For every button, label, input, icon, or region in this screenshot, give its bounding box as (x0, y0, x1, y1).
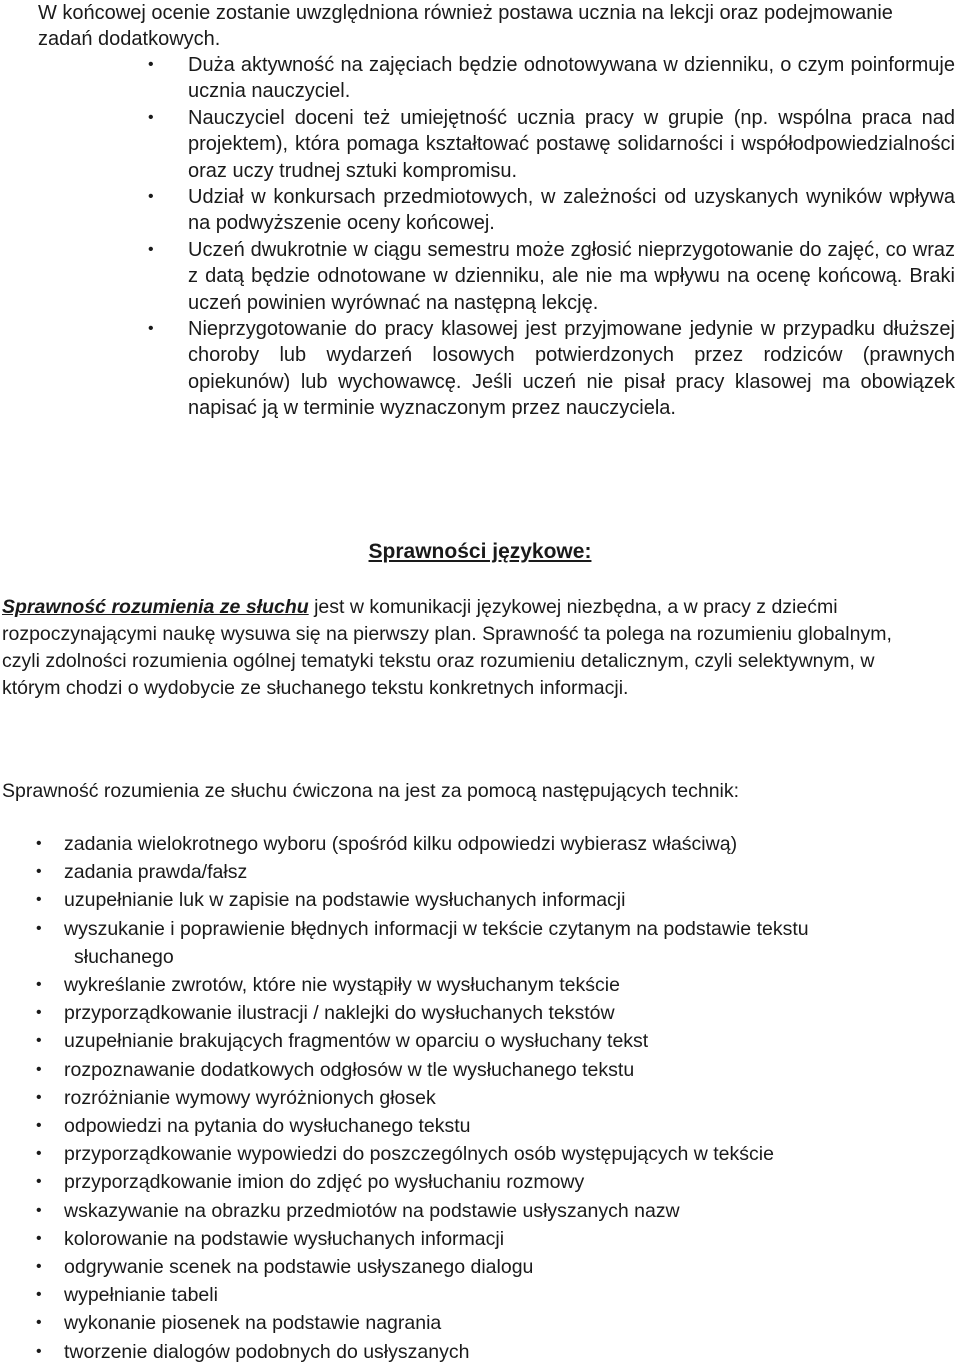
rule-text: Nauczyciel doceni też umiejętność ucznia pracy w grupie (np. wspólna praca nad projektem), która pomaga kształtować postawę solidarności i współodpowiedzialności oraz uczy trudnej sztuki kompromisu. (188, 106, 955, 182)
bullet-icon: • (36, 863, 42, 881)
rule-item (0, 105, 955, 184)
technique-text: rozpoznawanie dodatkowych odgłosów w tle wysłuchanego tekstu (64, 1058, 635, 1081)
technique-text: uzupełnianie brakujących fragmentów w oparciu o wysłuchany tekst (64, 1030, 649, 1053)
bullet-icon: • (36, 976, 42, 994)
technique-item (0, 830, 960, 858)
techniques-list (0, 830, 960, 1366)
rule-text: Uczeń dwukrotnie w ciągu semestru może zgłosić nieprzygotowanie do zajęć, co wraz z datą będzie odnotowane w dzienniku, ale nie ma wpływu na ocenę końcową. Braki uczeń powinien wyrównać na następną lekcję. (188, 238, 955, 314)
technique-text: wyszukanie i poprawienie błędnych informacji w tekście czytanym na podstawie tekstu (64, 917, 809, 940)
technique-text: przyporządkowanie wypowiedzi do poszczególnych osób występujących w tekście (64, 1143, 774, 1166)
bullet-icon: • (36, 1173, 42, 1191)
technique-text: odgrywanie scenek na podstawie usłyszanego dialogu (64, 1256, 534, 1279)
technique-item (0, 1084, 960, 1112)
technique-item (0, 1112, 960, 1140)
technique-item (0, 915, 960, 971)
bullet-icon: • (148, 240, 154, 258)
technique-text-continuation: słuchanego (74, 945, 174, 968)
bullet-icon: • (36, 1286, 42, 1304)
technique-text: przyporządkowanie ilustracji / naklejki do wysłuchanych tekstów (64, 1002, 615, 1025)
technique-item (0, 1027, 960, 1055)
technique-item (0, 971, 960, 999)
technique-item (0, 1253, 960, 1281)
rules-list (0, 52, 955, 422)
bullet-icon: • (36, 1258, 42, 1276)
bullet-icon: • (36, 1201, 42, 1219)
intro-paragraph: W końcowej ocenie zostanie uwzględniona również postawa ucznia na lekcji oraz podejmowanie zadań dodatkowych. (38, 2, 893, 50)
technique-text: wykreślanie zwrotów, które nie wystąpiły w wysłuchanym tekście (64, 974, 620, 997)
technique-item (0, 858, 960, 886)
technique-item (0, 999, 960, 1027)
bullet-icon: • (148, 188, 154, 206)
technique-item (0, 1338, 960, 1366)
bullet-icon: • (36, 1004, 42, 1022)
bullet-icon: • (36, 1145, 42, 1163)
bullet-icon: • (36, 891, 42, 909)
rule-item (0, 52, 955, 105)
bullet-icon: • (36, 1117, 42, 1135)
technique-text: rozróżnianie wymowy wyróżnionych głosek (64, 1086, 436, 1109)
technique-text: wykonanie piosenek na podstawie nagrania (64, 1312, 442, 1335)
paragraph-lead-term: Sprawność rozumienia ze słuchu (2, 596, 309, 618)
rule-text: Duża aktywność na zajęciach będzie odnotowywana w dzienniku, o czym poinformuje ucznia nauczyciel. (188, 54, 955, 103)
listening-skill-paragraph (2, 594, 902, 702)
paragraph-body: jest w komunikacji językowej niezbędna, a w pracy z dziećmi rozpoczynającymi naukę wysuwa się na pierwszy plan. Sprawność ta polega na rozumieniu globalnym, czyli zdolności rozumienia ogólnej tematyki tekstu oraz rozumieniu detalicznym, czyli selektywnym, w którym chodzi o wydobycie ze słuchanego tekstu konkretnych informacji. (2, 596, 892, 699)
technique-text: uzupełnianie luk w zapisie na podstawie wysłuchanych informacji (64, 889, 626, 912)
rule-item (0, 316, 955, 422)
technique-text: wypełnianie tabeli (64, 1284, 218, 1307)
section-heading: Sprawności językowe: (368, 540, 592, 563)
technique-text: zadania wielokrotnego wyboru (spośród kilku odpowiedzi wybierasz właściwą) (64, 833, 738, 855)
rule-item (0, 237, 955, 316)
technique-text: tworzenie dialogów podobnych do usłyszanych (64, 1340, 470, 1363)
bullet-icon: • (148, 320, 154, 338)
technique-text: kolorowanie na podstawie wysłuchanych informacji (64, 1227, 505, 1250)
bullet-icon: • (148, 108, 154, 126)
bullet-icon: • (36, 1088, 42, 1106)
bullet-icon: • (148, 56, 154, 73)
bullet-icon: • (36, 1229, 42, 1247)
rule-item (0, 184, 955, 237)
technique-text: zadania prawda/fałsz (64, 861, 248, 884)
rule-text: Udział w konkursach przedmiotowych, w zależności od uzyskanych wyników wpływa na podwyższenie oceny końcowej. (188, 186, 955, 235)
technique-text: odpowiedzi na pytania do wysłuchanego tekstu (64, 1115, 471, 1138)
technique-item (0, 1168, 960, 1196)
technique-item (0, 1197, 960, 1225)
bullet-icon: • (36, 1032, 42, 1050)
technique-text: przyporządkowanie imion do zdjęć po wysłuchaniu rozmowy (64, 1171, 585, 1194)
technique-item (0, 1140, 960, 1168)
bullet-icon: • (36, 835, 42, 852)
technique-text: wskazywanie na obrazku przedmiotów na podstawie usłyszanych nazw (64, 1199, 680, 1222)
techniques-intro: Sprawność rozumienia ze słuchu ćwiczona na jest za pomocą następujących technik: (2, 780, 740, 802)
bullet-icon: • (36, 1060, 42, 1078)
technique-item (0, 1309, 960, 1337)
rule-text: Nieprzygotowanie do pracy klasowej jest przyjmowane jedynie w przypadku dłuższej choroby lub wydarzeń losowych potwierdzonych przez rodziców (prawnych opiekunów) lub wychowawcę. Jeśli uczeń nie pisał pracy klasowej ma obowiązek napisać ją w terminie wyznaczonym przez nauczyciela. (188, 318, 955, 420)
bullet-icon: • (36, 1342, 42, 1360)
bullet-icon: • (36, 1314, 42, 1332)
technique-item (0, 1225, 960, 1253)
technique-item (0, 886, 960, 914)
bullet-icon: • (36, 919, 42, 937)
technique-item (0, 1281, 960, 1309)
technique-item (0, 1056, 960, 1084)
